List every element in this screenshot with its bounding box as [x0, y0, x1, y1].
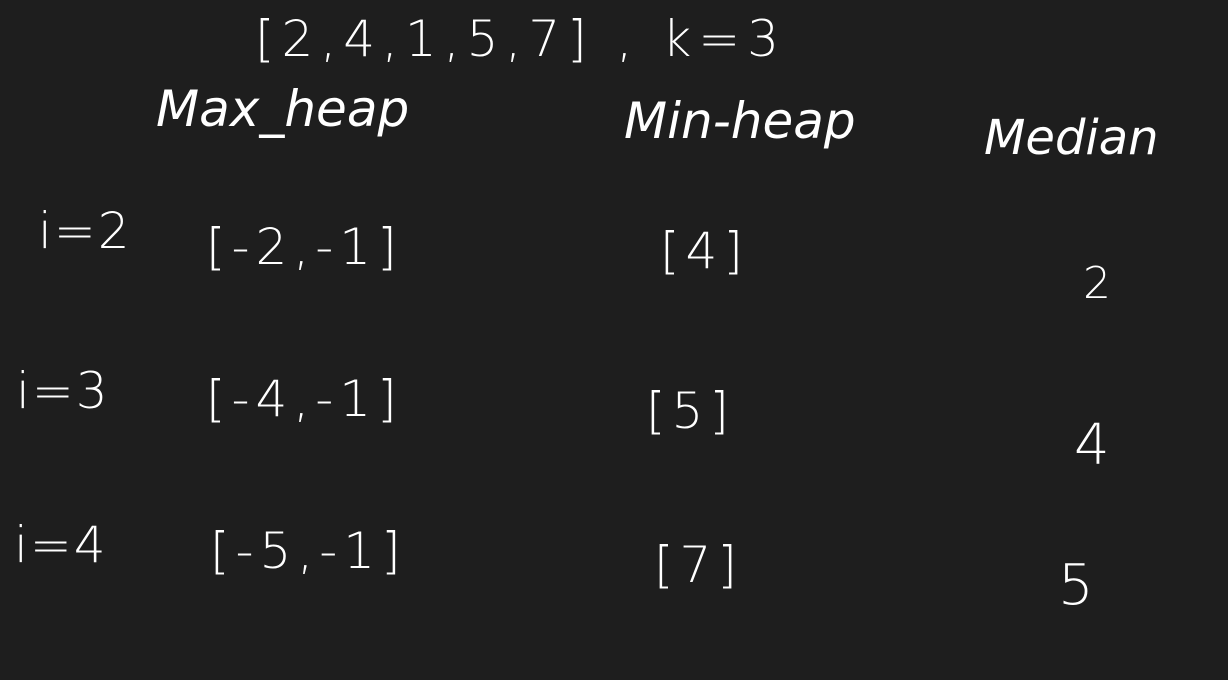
header-median: Median: [984, 110, 1159, 166]
row-index-label: i=3: [16, 362, 110, 420]
max-heap-value: [-2,-1]: [206, 218, 403, 276]
max-heap-value: [-4,-1]: [206, 370, 403, 428]
header-max-heap: Max_heap: [156, 80, 410, 138]
median-value: 5: [1058, 553, 1094, 618]
min-heap-value: [7]: [654, 536, 743, 594]
row-index-label: i=4: [14, 516, 108, 574]
min-heap-value: [4]: [660, 222, 749, 280]
header-min-heap: Min-heap: [624, 92, 856, 150]
min-heap-value: [5]: [646, 382, 735, 440]
median-value: 4: [1074, 413, 1110, 478]
problem-title: [2,4,1,5,7] , k=3: [255, 10, 786, 68]
max-heap-value: [-5,-1]: [210, 522, 407, 580]
row-index-label: i=2: [38, 202, 132, 260]
median-value: 2: [1083, 258, 1111, 309]
